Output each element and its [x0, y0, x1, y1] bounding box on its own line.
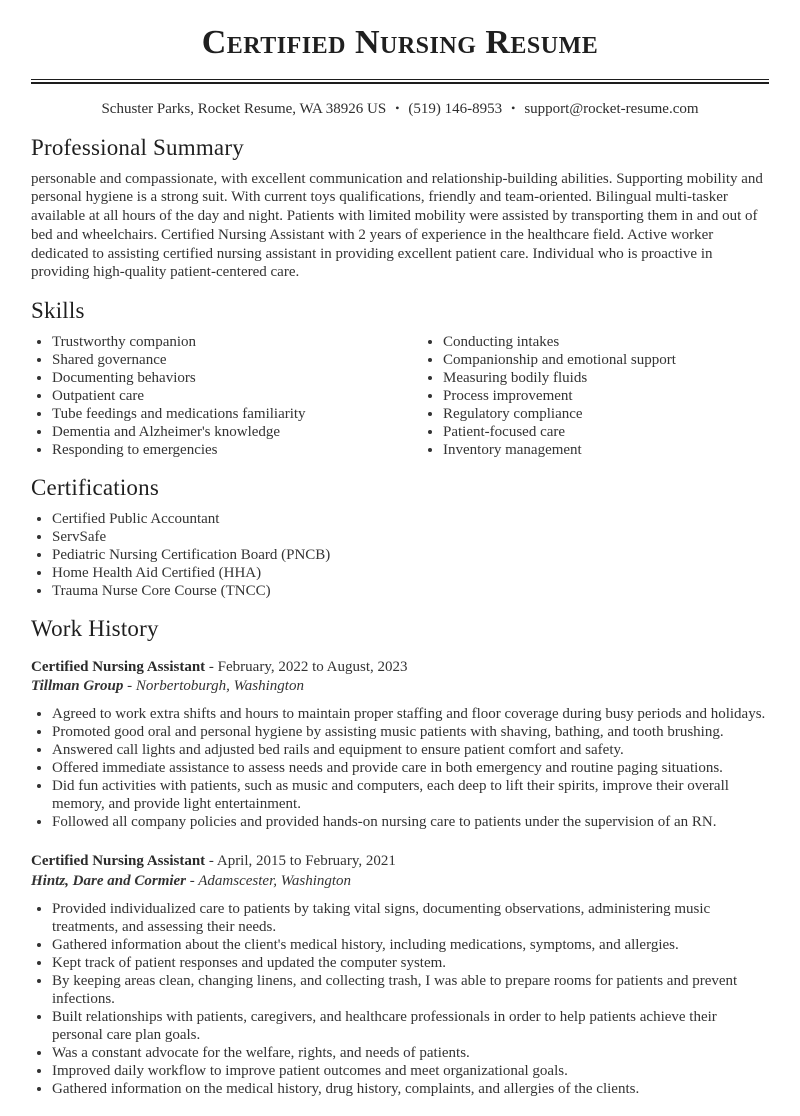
job-bullet: • Promoted good oral and personal hygiene by assisting music patients with shaving, bathing, and tooth brushing. — [52, 723, 769, 741]
skill-item: • Tube feedings and medications familiarity — [52, 405, 410, 423]
job-bullet: • Agreed to work extra shifts and hours to maintain proper staffing and floor coverage during busy periods and holidays. — [52, 705, 769, 723]
job-location: Norbertoburgh, Washington — [135, 678, 304, 695]
contact-email: support@rocket-resume.com — [524, 101, 699, 118]
skill-item: • Shared governance — [52, 351, 410, 369]
job-company: Tillman Group — [31, 678, 124, 695]
contact-separator-dot: • — [511, 101, 516, 116]
skills-columns — [31, 333, 769, 459]
skill-item: • Dementia and Alzheimer's knowledge — [52, 423, 410, 441]
skill-item: • Responding to emergencies — [52, 441, 410, 459]
skill-item: • Inventory management — [443, 441, 769, 459]
job-title-line — [31, 658, 769, 677]
job-bullet: • Kept track of patient responses and updated the computer system. — [52, 954, 769, 972]
job-location: Adamscester, Washington — [198, 872, 352, 889]
skill-item: • Companionship and emotional support — [443, 351, 769, 369]
section-professional-summary — [31, 134, 769, 282]
certifications-list — [31, 510, 769, 600]
page-title: Certified Nursing Resume — [201, 24, 599, 61]
contact-separator-dot: • — [395, 101, 400, 116]
skills-list-right — [410, 333, 769, 459]
summary-text: personable and compassionate, with excellent communication and relationship-building abilities. Supporting mobility and personal hygiene is a strong suit. With current toys qualifications, friendly and team-oriented. Bilingual multi-tasker available at all hours of the day and night. Patients with limited mobility were assisted by transporting them in and out of bed and wheelchairs. Certified Nursing Assistant with 2 years of experience in the healthcare field. Active worker dedicated to assisting certified nursing assistant in providing excellent patient care. Individual who is proactive in providing high-quality patient-centered care. — [31, 170, 763, 281]
job-bullet: • Was a constant advocate for the welfare, rights, and needs of patients. — [52, 1044, 769, 1062]
section-work-history — [31, 615, 769, 1098]
header-divider — [31, 79, 769, 84]
job-bullet: • Gathered information on the medical history, drug history, complaints, and allergies of the clients. — [52, 1080, 769, 1098]
job-company-line — [31, 677, 769, 696]
job-title-line — [31, 852, 769, 871]
skill-item: • Regulatory compliance — [443, 405, 769, 423]
job-bullet: • By keeping areas clean, changing linens, and collecting trash, I was able to prepare rooms for patients and prevent infections. — [52, 972, 769, 1008]
job-bullet: • Offered immediate assistance to assess needs and provide care in both emergency and routine paging situations. — [52, 759, 769, 777]
section-skills — [31, 297, 769, 459]
job-bullet-list — [31, 900, 769, 1098]
section-heading-work-history: Work History — [31, 615, 159, 641]
skill-item: • Process improvement — [443, 387, 769, 405]
certification-item: • Home Health Aid Certified (HHA) — [52, 564, 769, 582]
contact-line — [31, 100, 769, 119]
skill-item: • Trustworthy companion — [52, 333, 410, 351]
job-bullet: • Provided individualized care to patients by taking vital signs, documenting observations, administering music treatments, and assessing their needs. — [52, 900, 769, 936]
section-heading-certifications: Certifications — [31, 474, 159, 500]
job-company: Hintz, Dare and Cormier — [31, 872, 187, 889]
job-bullet: • Followed all company policies and provided hands-on nursing care to patients under the supervision of an RN. — [52, 813, 769, 831]
contact-phone: (519) 146-8953 — [408, 101, 503, 118]
certification-item: • Pediatric Nursing Certification Board (PNCB) — [52, 546, 769, 564]
job-bullet-list — [31, 705, 769, 831]
job-dates: February, 2022 to August, 2023 — [217, 659, 408, 676]
section-certifications — [31, 474, 769, 600]
contact-address: Schuster Parks, Rocket Resume, WA 38926 US — [101, 101, 387, 118]
job-company-separator: - — [127, 678, 133, 695]
job-title: Certified Nursing Assistant — [31, 853, 206, 870]
skill-item: • Outpatient care — [52, 387, 410, 405]
certification-item: • ServSafe — [52, 528, 769, 546]
skill-item: • Conducting intakes — [443, 333, 769, 351]
job-dates: April, 2015 to February, 2021 — [216, 853, 396, 870]
job-title: Certified Nursing Assistant — [31, 659, 206, 676]
job-entry-2 — [31, 852, 769, 1097]
job-bullet: • Built relationships with patients, caregivers, and healthcare professionals in order to help patients achieve their personal care plan goals. — [52, 1008, 769, 1044]
job-title-separator: - — [208, 853, 214, 870]
job-bullet: • Answered call lights and adjusted bed rails and equipment to ensure patient comfort and safety. — [52, 741, 769, 759]
skill-item: • Measuring bodily fluids — [443, 369, 769, 387]
job-bullet: • Did fun activities with patients, such as music and computers, each deep to lift their spirits, improve their overall memory, and provide light entertainment. — [52, 777, 769, 813]
job-bullet: • Gathered information about the client's medical history, including medications, symptoms, and allergies. — [52, 936, 769, 954]
skill-item: • Patient-focused care — [443, 423, 769, 441]
job-bullet: • Improved daily workflow to improve patient outcomes and meet organizational goals. — [52, 1062, 769, 1080]
skills-list-left — [31, 333, 410, 459]
job-company-line — [31, 872, 769, 891]
section-heading-skills: Skills — [31, 298, 85, 324]
certification-item: • Certified Public Accountant — [52, 510, 769, 528]
job-title-separator: - — [208, 659, 214, 676]
job-entry-1 — [31, 658, 769, 831]
certification-item: • Trauma Nurse Core Course (TNCC) — [52, 582, 769, 600]
job-company-separator: - — [189, 872, 195, 889]
resume-header — [31, 23, 769, 119]
section-heading-summary: Professional Summary — [31, 134, 244, 160]
skill-item: • Documenting behaviors — [52, 369, 410, 387]
